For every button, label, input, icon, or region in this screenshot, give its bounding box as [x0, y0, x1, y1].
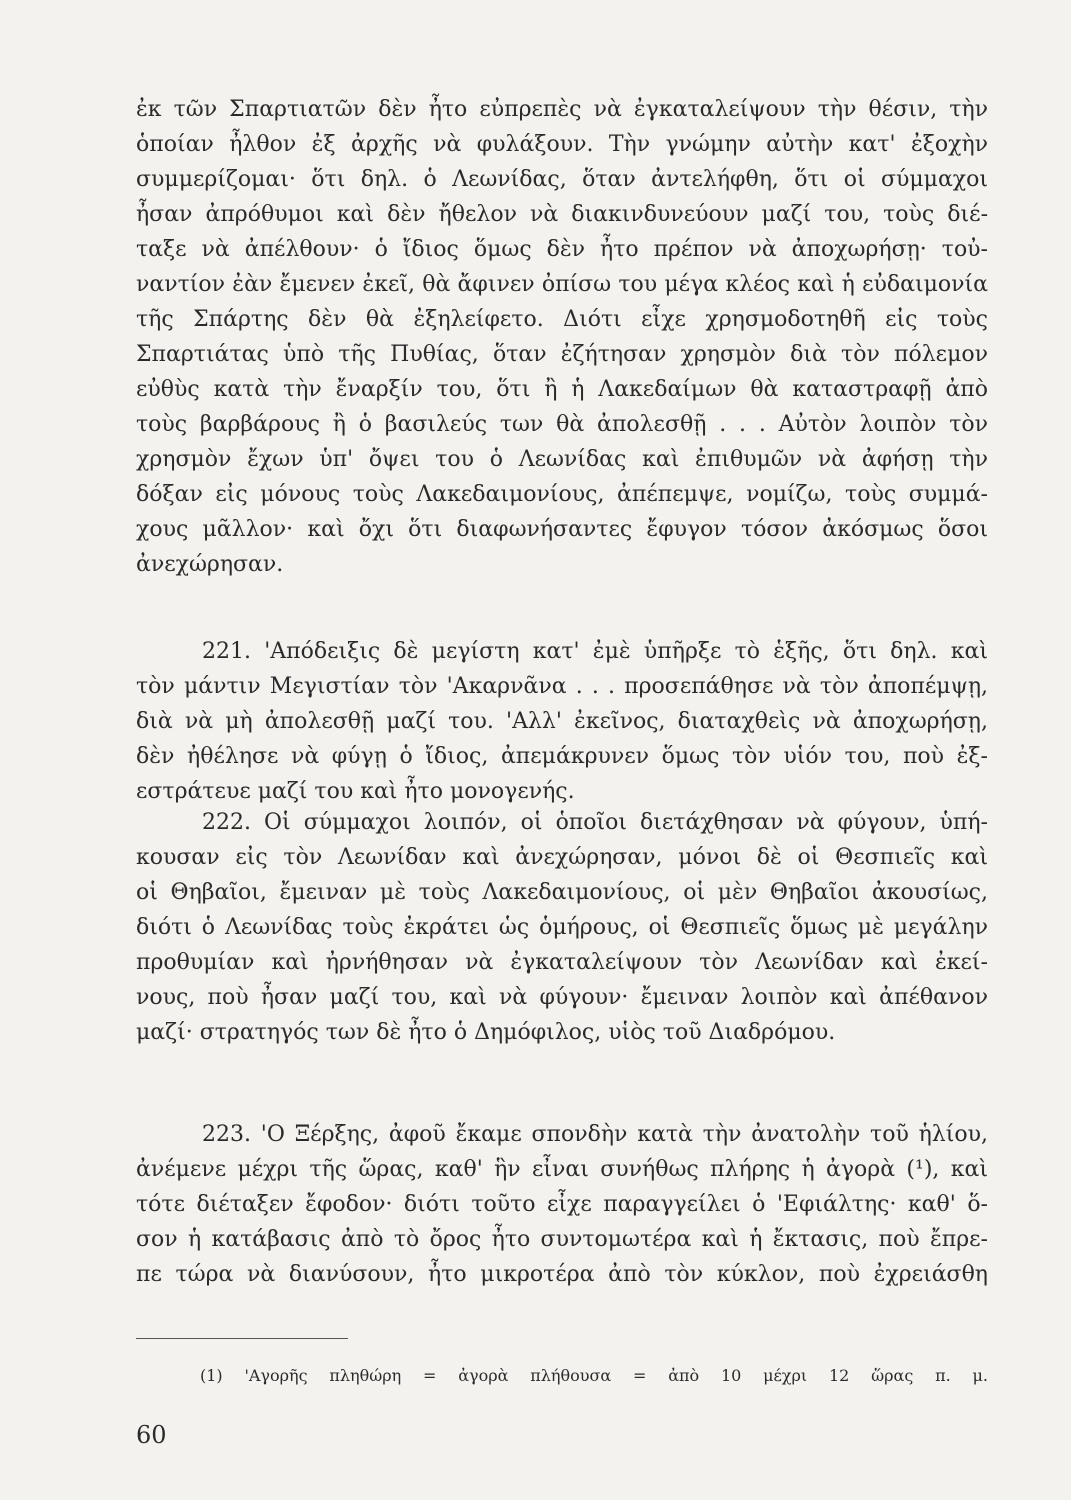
text-line: ἦσαν ἀπρόθυμοι καὶ δὲν ἤθελον νὰ διακινδυνεύουν μαζί του, τοὺς διέ-: [136, 202, 988, 227]
paragraph-222: [136, 805, 988, 1050]
text-line: 221. 'Απόδειξις δὲ μεγίστη κατ' ἐμὲ ὑπῆρξε τὸ ἑξῆς, ὅτι δηλ. καὶ: [202, 639, 988, 664]
text-line: Σπαρτιάτας ὑπὸ τῆς Πυθίας, ὅταν ἐζήτησαν χρησμὸν διὰ τὸν πόλεμον: [136, 342, 988, 367]
page-number: 60: [136, 1421, 167, 1449]
text-line: δὲν ἠθέλησε νὰ φύγῃ ὁ ἴδιος, ἀπεμάκρυνεν ὅμως τὸν υἱόν του, ποὺ ἐξ-: [136, 744, 988, 769]
text-line: κουσαν εἰς τὸν Λεωνίδαν καὶ ἀνεχώρησαν, μόνοι δὲ οἱ Θεσπιεῖς καὶ: [136, 845, 988, 870]
text-line: τότε διέταξεν ἔφοδον· διότι τοῦτο εἶχε παραγγείλει ὁ 'Εφιάλτης· καθ' ὅ-: [136, 1192, 988, 1217]
text-line: σον ἡ κατάβασις ἀπὸ τὸ ὄρος ἦτο συντομωτέρα καὶ ἡ ἔκτασις, ποὺ ἔπρε-: [136, 1227, 988, 1252]
text-line: οἱ Θηβαῖοι, ἔμειναν μὲ τοὺς Λακεδαιμονίους, οἱ μὲν Θηβαῖοι ἀκουσίως,: [136, 880, 988, 905]
text-line: διὰ νὰ μὴ ἀπολεσθῇ μαζί του. 'Αλλ' ἐκεῖνος, διαταχθεὶς νὰ ἀποχωρήσῃ,: [136, 709, 988, 734]
text-line: ὁποίαν ἦλθον ἐξ ἀρχῆς νὰ φυλάξουν. Τὴν γνώμην αὐτὴν κατ' ἐξοχὴν: [136, 132, 988, 157]
text-line: τὸν μάντιν Μεγιστίαν τὸν 'Ακαρνᾶνα . . . προσεπάθησε νὰ τὸν ἀποπέμψῃ,: [136, 674, 988, 699]
text-line: ταξε νὰ ἀπέλθουν· ὁ ἴδιος ὅμως δὲν ἦτο πρέπον νὰ ἀποχωρήσῃ· τοὐ-: [136, 237, 988, 262]
text-line: ἐκ τῶν Σπαρτιατῶν δὲν ἦτο εὐπρεπὲς νὰ ἐγκαταλείψουν τὴν θέσιν, τὴν: [136, 97, 988, 122]
text-line: συμμερίζομαι· ὅτι δηλ. ὁ Λεωνίδας, ὅταν ἀντελήφθη, ὅτι οἱ σύμμαχοι: [136, 167, 988, 192]
text-line: μαζί· στρατηγός των δὲ ἦτο ὁ Δημόφιλος, υἱὸς τοῦ Διαδρόμου.: [136, 1020, 836, 1045]
text-line: 223. 'Ο Ξέρξης, ἀφοῦ ἔκαμε σπονδὴν κατὰ τὴν ἀνατολὴν τοῦ ἡλίου,: [202, 1122, 988, 1147]
text-line: ἀνεχώρησαν.: [136, 552, 284, 577]
text-line: χρησμὸν ἔχων ὑπ' ὄψει του ὁ Λεωνίδας καὶ ἐπιθυμῶν νὰ ἀφήσῃ τὴν: [136, 447, 988, 472]
text-line: χους μᾶλλον· καὶ ὄχι ὅτι διαφωνήσαντες ἔφυγον τόσον ἀκόσμως ὅσοι: [136, 517, 988, 542]
paragraph-223: [136, 1117, 988, 1292]
text-line: νους, ποὺ ἦσαν μαζί του, καὶ νὰ φύγουν· ἔμειναν λοιπὸν καὶ ἀπέθανον: [136, 985, 988, 1010]
text-line: διότι ὁ Λεωνίδας τοὺς ἐκράτει ὡς ὁμήρους, οἱ Θεσπιεῖς ὅμως μὲ μεγάλην: [136, 915, 988, 940]
text-line: ἀνέμενε μέχρι τῆς ὥρας, καθ' ἣν εἶναι συνήθως πλήρης ἡ ἀγορὰ (¹), καὶ: [136, 1157, 988, 1182]
text-line: εστράτευε μαζί του καὶ ἦτο μονογενής.: [136, 779, 575, 804]
text-line: 222. Οἱ σύμμαχοι λοιπόν, οἱ ὁποῖοι διετάχθησαν νὰ φύγουν, ὑπή-: [202, 810, 988, 835]
text-line: ναντίον ἐὰν ἔμενεν ἐκεῖ, θὰ ἄφινεν ὀπίσω του μέγα κλέος καὶ ἡ εὐδαιμονία: [136, 272, 988, 297]
paragraph-continuation: [136, 92, 988, 582]
footnote: (1) 'Αγορῆς πληθώρη = ἀγορὰ πλήθουσα = ἀπὸ 10 μέχρι 12 ὥρας π. μ.: [200, 1366, 988, 1385]
text-line: τοὺς βαρβάρους ἢ ὁ βασιλεύς των θὰ ἀπολεσθῇ . . . Αὐτὸν λοιπὸν τὸν: [136, 412, 988, 437]
footnote-divider: [136, 1338, 348, 1339]
paragraph-221: [136, 634, 988, 809]
text-line: τῆς Σπάρτης δὲν θὰ ἐξηλείφετο. Διότι εἶχε χρησμοδοτηθῆ εἰς τοὺς: [136, 307, 988, 332]
text-line: πε τώρα νὰ διανύσουν, ἦτο μικροτέρα ἀπὸ τὸν κύκλον, ποὺ ἐχρειάσθη: [136, 1262, 988, 1287]
text-line: προθυμίαν καὶ ἠρνήθησαν νὰ ἐγκαταλείψουν τὸν Λεωνίδαν καὶ ἐκεί-: [136, 950, 988, 975]
text-line: εὐθὺς κατὰ τὴν ἔναρξίν του, ὅτι ἢ ἡ Λακεδαίμων θὰ καταστραφῇ ἀπὸ: [136, 377, 988, 402]
text-line: δόξαν εἰς μόνους τοὺς Λακεδαιμονίους, ἀπέπεμψε, νομίζω, τοὺς συμμά-: [136, 482, 988, 507]
